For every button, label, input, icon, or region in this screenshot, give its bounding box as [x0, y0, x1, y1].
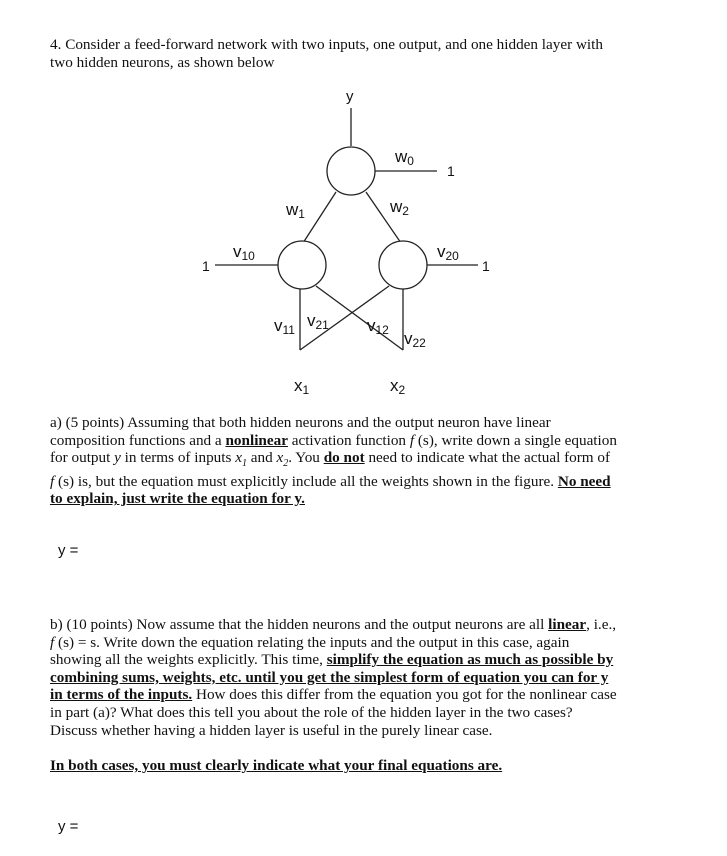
- output-neuron: [327, 147, 375, 195]
- answer-b-label: y =: [58, 818, 79, 835]
- emphasis-in-terms: in terms of the inputs.: [50, 686, 193, 704]
- x2-label: x2: [390, 376, 406, 397]
- hidden-neuron-2: [379, 241, 427, 289]
- w0-label: w0: [395, 147, 414, 168]
- output-bias-label: 1: [447, 163, 455, 179]
- emphasis-nonlinear: nonlinear: [225, 431, 288, 449]
- emphasis-simplify: simplify the equation as much as possible by: [326, 651, 614, 669]
- emphasis-just-write: to explain, just write the equation for y.: [50, 490, 305, 508]
- output-label: y: [346, 88, 354, 105]
- h1-bias-label: 1: [202, 258, 210, 274]
- w1-label: w1: [286, 200, 305, 221]
- question-intro-line1: 4. Consider a feed-forward network with two inputs, one output, and one hidden layer with: [50, 36, 603, 53]
- part-a-text: a) (5 points) Assuming that both hidden neurons and the output neuron have linear composition functions and a nonlinear activation function f (s), write down a single equation for output y in terms of inputs $x_1$ and $x_2$. You do not need to indicate what the actual form of f (s) is, but the equation must explicitly include all the weights shown in the figure. No need to explain, just write the equation for y.: [50, 414, 660, 508]
- part-b-text: b) (10 points) Now assume that the hidden neurons and the output neurons are all linear, i.e., f (s) = s. Write down the equation relating the inputs and the output in this case, again showing all the weights explicitly. This time, simplify the equation as much as possible by combining sums, weights, etc. until you get the simplest form of equation you can for y in terms of the inputs. How does this differ from the equation you got for the nonlinear case in part (a)? What does this tell you about the role of the hidden layer in the two cases? Discuss whether having a hidden layer is useful in the purely linear case. In both cases, you must clearly indicate what your final equations are.: [50, 616, 660, 775]
- v11-label: v11: [274, 316, 295, 337]
- v21-label: v21: [307, 311, 329, 332]
- v10-label: v10: [233, 242, 255, 263]
- hidden-neuron-1: [278, 241, 326, 289]
- x1-label: x1: [294, 376, 310, 397]
- w2-label: w2: [390, 197, 409, 218]
- v20-label: v20: [437, 242, 459, 263]
- emphasis-both-cases: In both cases, you must clearly indicate what your final equations are.: [50, 757, 503, 775]
- emphasis-do-not: do not: [323, 449, 365, 467]
- answer-a-label: y =: [58, 542, 79, 559]
- v12-label: v12: [367, 316, 389, 337]
- question-number: 4.: [50, 36, 62, 53]
- emphasis-combining: combining sums, weights, etc. until you get the simplest form of equation you can for y: [50, 668, 609, 686]
- question-intro-line2: two hidden neurons, as shown below: [50, 53, 275, 71]
- v22-label: v22: [404, 329, 426, 350]
- edge-w1: [303, 192, 336, 243]
- h2-bias-label: 1: [482, 258, 490, 274]
- emphasis-no-need: No need: [557, 472, 611, 490]
- emphasis-linear: linear: [548, 616, 587, 633]
- network-diagram: [0, 0, 727, 410]
- edge-v12: [316, 286, 403, 350]
